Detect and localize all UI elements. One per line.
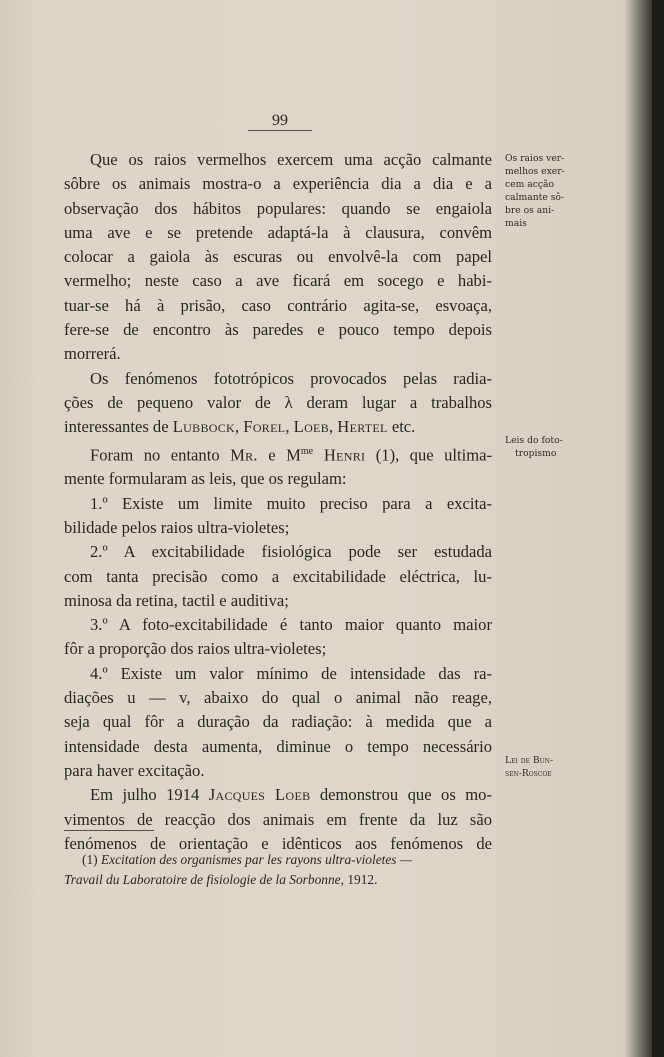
paragraph-red-rays xyxy=(64,148,492,367)
text-fragment: Em julho 1914 xyxy=(90,785,209,805)
text-line: ções de pequeno valor de λ deram lugar a trabalhos xyxy=(64,392,492,412)
page-number: 99 xyxy=(248,112,312,131)
text-line: colocar a gaiola às escuras ou envolvê-la com papel xyxy=(64,247,492,267)
text-line: morrerá. xyxy=(64,344,121,364)
footnote-line xyxy=(64,870,492,890)
margin-note-bunsen-roscoe xyxy=(505,754,581,780)
margin-note-red-rays xyxy=(505,152,581,230)
text-line: 3.º A foto-excitabilidade é tanto maior quanto maior xyxy=(90,615,492,635)
margin-note-phototropism xyxy=(505,434,581,460)
text-line-names xyxy=(64,415,492,439)
text-line: Que os raios vermelhos exercem uma acção calmante xyxy=(90,150,492,169)
footnote-year: 1912. xyxy=(343,872,378,887)
text-line: 1.º Existe um limite muito preciso para a excita- xyxy=(90,493,492,513)
text-line: sôbre os animais mostra-o a experiência dia a dia e a xyxy=(64,174,492,194)
text-line: Os fenómenos fototrópicos provocados pelas radia- xyxy=(90,368,492,388)
text-fragment: demonstrou que os mo- xyxy=(310,785,492,805)
author-name: Forel xyxy=(243,417,286,437)
footnote-divider xyxy=(64,830,154,831)
note-line: Os raios ver- xyxy=(505,153,565,164)
footnote-line xyxy=(64,850,492,870)
text-line: seja qual fôr a duração da radiação: à medida que a xyxy=(64,712,492,732)
text-line: minosa da retina, tactil e auditiva; xyxy=(64,590,289,610)
text-fragment: Foram no entanto xyxy=(90,445,231,465)
body-text xyxy=(64,148,492,856)
text-line: com tanta precisão como a excitabilidade eléctrica, lu- xyxy=(64,566,492,586)
text-fragment: interessantes de xyxy=(64,417,173,437)
text-line: vermelho; neste caso a ave ficará em socego e habi- xyxy=(64,271,492,291)
text-line: fenómenos de orientação e idênticos aos fenómenos de xyxy=(64,833,492,853)
text-line: mente formularam as leis, que os regulam: xyxy=(64,469,347,489)
text-line: fôr a proporção dos raios ultra-violetes; xyxy=(64,639,327,659)
law-3 xyxy=(64,613,492,662)
footnote-marker: (1) xyxy=(82,852,101,867)
text-line: 2.º A excitabilidade fisiológica pode ser estudada xyxy=(90,542,492,562)
note-line: sen-Roscoe xyxy=(505,768,552,779)
note-line: bre os ani- xyxy=(505,205,555,216)
note-line: tropismo xyxy=(515,448,557,459)
note-line: Lei de Bun- xyxy=(505,755,554,766)
text-line: 4.º Existe um valor mínimo de intensidade das ra- xyxy=(90,663,492,683)
text-line: uma ave e se pretende adaptá-la à clausura, convêm xyxy=(64,222,492,242)
page-edge-shadow xyxy=(652,0,664,1057)
footnote-title: Excitation des organismes par les rayons ultra-violetes — xyxy=(100,852,412,867)
text-line-henri xyxy=(64,440,492,468)
author-name: Jacques Loeb xyxy=(208,785,311,805)
author-name: Henri xyxy=(313,445,366,465)
note-line: cem acção xyxy=(505,179,554,190)
text-fragment: e M xyxy=(257,445,301,465)
paragraph-henri xyxy=(64,440,492,492)
paragraph-phototropic xyxy=(64,367,492,440)
law-1 xyxy=(64,492,492,541)
text-line: intensidade desta aumenta, diminue o tempo necessário xyxy=(64,736,492,756)
superscript-me: me xyxy=(300,445,314,457)
text-line: observação dos hábitos populares: quando se engaiola xyxy=(64,198,492,218)
text-line: tuar-se há à prisão, caso contrário agita-se, esvoaça, xyxy=(64,295,492,315)
text-fragment: etc. xyxy=(387,417,416,437)
text-fragment: , xyxy=(235,417,244,437)
law-2 xyxy=(64,540,492,613)
text-line: bilidade pelos raios ultra-violetes; xyxy=(64,517,290,537)
text-line: para haver excitação. xyxy=(64,760,205,780)
note-line: calmante sô- xyxy=(505,192,565,203)
author-name: Loeb xyxy=(293,417,329,437)
footnote xyxy=(64,850,492,890)
footnote-title: Travail du Laboratoire de fisiologie de la Sorbonne, xyxy=(64,872,344,887)
note-line: mais xyxy=(505,218,527,229)
law-4 xyxy=(64,662,492,783)
author-name: Hertel xyxy=(337,417,388,437)
note-line: melhos exer- xyxy=(505,166,565,177)
text-fragment: (1), que ultima- xyxy=(365,445,492,465)
text-fragment: , xyxy=(285,417,294,437)
text-line-loeb xyxy=(64,783,492,807)
text-line: diações u — v, abaixo do qual o animal não reage, xyxy=(64,688,492,708)
paragraph-loeb xyxy=(64,783,492,856)
title-mr: Mr. xyxy=(230,445,258,465)
author-name: Lubbock xyxy=(172,417,235,437)
text-line: vimentos de reacção dos animais em frente da luz são xyxy=(64,809,492,829)
note-line: Leis do foto- xyxy=(505,435,563,446)
text-fragment: , xyxy=(329,417,338,437)
text-line: fere-se de encontro às paredes e pouco tempo depois xyxy=(64,320,492,340)
